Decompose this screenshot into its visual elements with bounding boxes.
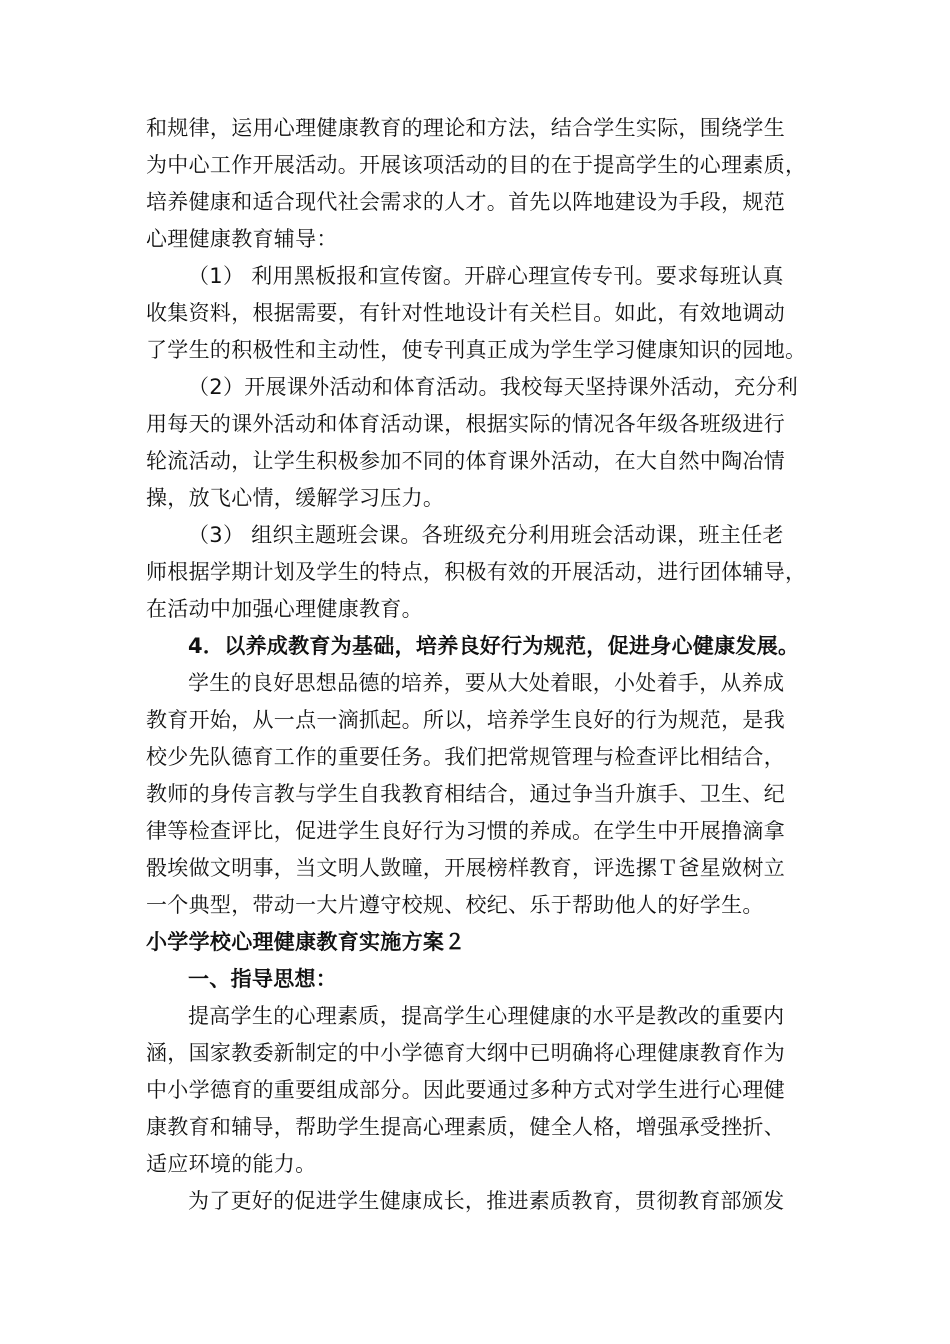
body-line: 适应环境的能力。 bbox=[146, 1152, 317, 1176]
body-line: 康教育和辅导，帮助学生提高心理素质，健全人格，增强承受挫折、 bbox=[146, 1115, 785, 1139]
document-body bbox=[146, 110, 818, 1220]
section-heading-4: 4．以养成教育为基础，培养良好行为规范，促进身心健康发展。 bbox=[188, 634, 800, 658]
body-line: 教育开始，从一点一滴抓起。所以，培养学生良好的行为规范，是我 bbox=[146, 708, 785, 732]
document-title: 小学学校心理健康教育实施方案２ bbox=[146, 930, 466, 954]
list-item-3-line: （3） 组织主题班会课。各班级充分利用班会活动课，班主任老 bbox=[188, 523, 784, 547]
body-line: 骰埃做文明事，当文明人敳曈，开展榜样教育，评选摞Ｔ爸星敚树立 bbox=[146, 856, 785, 880]
section-heading-1: 一、指导思想： bbox=[188, 967, 338, 991]
list-item-1-line: （1） 利用黑板报和宣传窗。开辟心理宣传专刊。要求每班认真 bbox=[188, 264, 784, 288]
body-line: 教师的身传言教与学生自我教育相结合，通过争当升旗手、卫生、纪 bbox=[146, 782, 785, 806]
body-line: 律等检查评比，促进学生良好行为习惯的养成。在学生中开展撸滴拿 bbox=[146, 819, 785, 843]
paragraph-first-line: 学生的良好思想品德的培养，要从大处着眼，小处着手，从养成 bbox=[188, 671, 785, 695]
paragraph-first-line: 为了更好的促进学生健康成长，推进素质教育，贯彻教育部颁发 bbox=[188, 1189, 785, 1213]
body-line: 轮流活动，让学生积极参加不同的体育课外活动，在大自然中陶冶情 bbox=[146, 449, 785, 473]
body-line: 校少先队德育工作的重要任务。我们把常规管理与检查评比相结合， bbox=[146, 745, 785, 769]
paragraph-first-line: 提高学生的心理素质，提高学生心理健康的水平是教改的重要内 bbox=[188, 1004, 785, 1028]
body-line: 心理健康教育辅导： bbox=[146, 227, 338, 251]
body-line: 操，放飞心情，缓解学习压力。 bbox=[146, 486, 445, 510]
body-line: 一个典型，带动一大片遵守校规、校纪、乐于帮助他人的好学生。 bbox=[146, 893, 764, 917]
body-line: 和规律，运用心理健康教育的理论和方法，结合学生实际，围绕学生 bbox=[146, 116, 785, 140]
body-line: 为中心工作开展活动。开展该项活动的目的在于提高学生的心理素质， bbox=[146, 153, 807, 177]
body-line: 培养健康和适合现代社会需求的人才。首先以阵地建设为手段，规范 bbox=[146, 190, 785, 214]
body-line: 收集资料，根据需要，有针对性地设计有关栏目。如此，有效地调动 bbox=[146, 301, 785, 325]
body-line: 了学生的积极性和主动性，使专刊真正成为学生学习健康知识的园地。 bbox=[146, 338, 807, 362]
body-line: 用每天的课外活动和体育活动课，根据实际的情况各年级各班级进行 bbox=[146, 412, 785, 436]
body-line: 涵，国家教委新制定的中小学德育大纲中已明确将心理健康教育作为 bbox=[146, 1041, 785, 1065]
list-item-2-line: （2）开展课外活动和体育活动。我校每天坚持课外活动，充分利 bbox=[188, 375, 799, 399]
body-line: 师根据学期计划及学生的特点，积极有效的开展活动，进行团体辅导， bbox=[146, 560, 807, 584]
body-line: 中小学德育的重要组成部分。因此要通过多种方式对学生进行心理健 bbox=[146, 1078, 785, 1102]
body-line: 在活动中加强心理健康教育。 bbox=[146, 597, 423, 621]
